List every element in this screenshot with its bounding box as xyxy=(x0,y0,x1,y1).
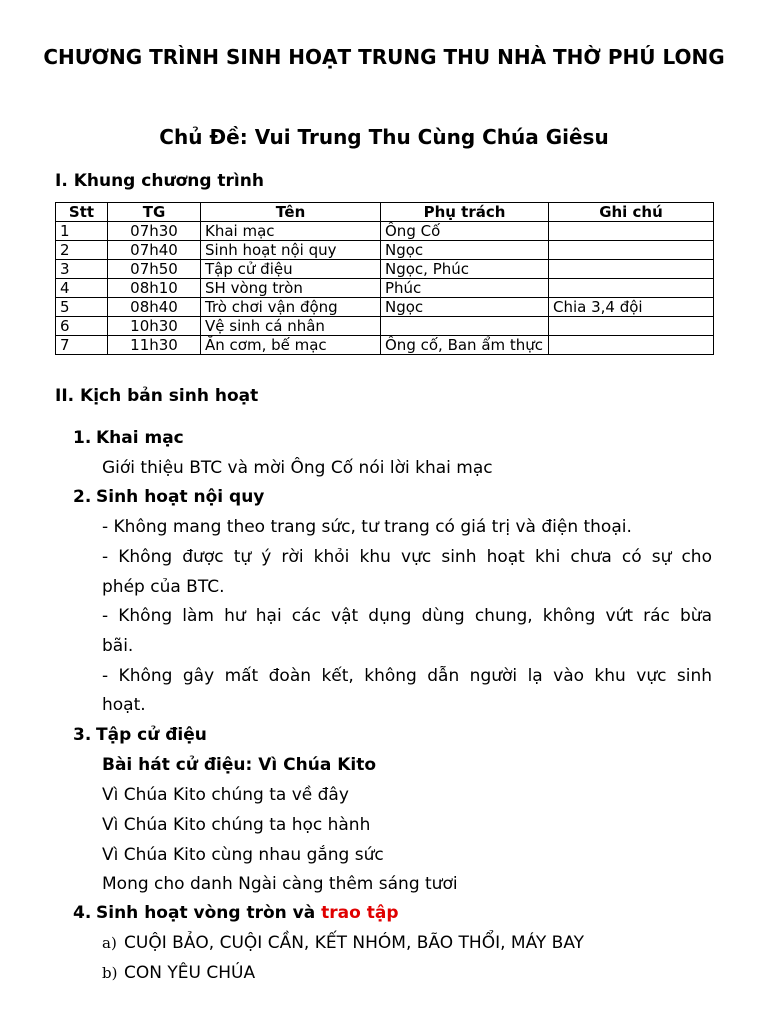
item-number: 2. xyxy=(73,487,92,507)
schedule-table xyxy=(55,202,714,355)
item-number: 1. xyxy=(73,428,92,448)
cell-stt: 6 xyxy=(56,317,108,336)
cell-name: Ăn cơm, bế mạc xyxy=(201,336,381,355)
cell-in-charge: Ngọc xyxy=(381,298,549,317)
cell-time: 08h40 xyxy=(108,298,201,317)
table-row xyxy=(56,222,714,241)
cell-stt: 7 xyxy=(56,336,108,355)
cell-time: 08h10 xyxy=(108,279,201,298)
cell-time: 07h40 xyxy=(108,241,201,260)
cell-note xyxy=(549,317,714,336)
cell-name: Trò chơi vận động xyxy=(201,298,381,317)
table-row xyxy=(56,298,714,317)
lyric-line: Vì Chúa Kito cùng nhau gắng sức xyxy=(102,845,384,865)
lyric-line: Vì Chúa Kito chúng ta về đây xyxy=(102,785,349,805)
table-row xyxy=(56,279,714,298)
item-number: 4. xyxy=(73,903,92,923)
item-title-highlight: trao tập xyxy=(321,903,399,923)
item-title: Sinh hoạt vòng tròn và xyxy=(96,903,316,923)
rule-line: bãi. xyxy=(102,636,134,656)
cell-note: Chia 3,4 đội xyxy=(549,298,714,317)
cell-stt: 1 xyxy=(56,222,108,241)
item-heading-opening xyxy=(73,426,184,450)
item-title: Tập cử điệu xyxy=(96,725,207,745)
cell-time: 07h50 xyxy=(108,260,201,279)
document-title: CHƯƠNG TRÌNH SINH HOẠT TRUNG THU NHÀ THỜ PHÚ LONG xyxy=(43,45,725,69)
cell-name: Tập cử điệu xyxy=(201,260,381,279)
header-time: TG xyxy=(108,203,201,222)
sub-item-marker: b) xyxy=(102,964,118,982)
table-row xyxy=(56,241,714,260)
song-title: Bài hát cử điệu: Vì Chúa Kito xyxy=(102,755,377,775)
cell-in-charge: Ngọc, Phúc xyxy=(381,260,549,279)
sub-item-marker: a) xyxy=(102,934,117,952)
cell-note xyxy=(549,241,714,260)
rule-line: - Không mang theo trang sức, tư trang có giá trị và điện thoại. xyxy=(102,517,632,537)
sub-item-text: CON YÊU CHÚA xyxy=(124,963,256,983)
table-row xyxy=(56,260,714,279)
cell-stt: 4 xyxy=(56,279,108,298)
header-name: Tên xyxy=(201,203,381,222)
rule-line: - Không gây mất đoàn kết, không dẫn người lạ vào khu vực sinh xyxy=(102,666,712,686)
rule-line: - Không được tự ý rời khỏi khu vực sinh hoạt khi chưa có sự cho xyxy=(102,547,712,567)
item-number: 3. xyxy=(73,725,92,745)
cell-in-charge: Phúc xyxy=(381,279,549,298)
lyric-line: Vì Chúa Kito chúng ta học hành xyxy=(102,815,371,835)
text-line: Giới thiệu BTC và mời Ông Cố nói lời khai mạc xyxy=(102,458,493,478)
table-header-row xyxy=(56,203,714,222)
section-heading-script: II. Kịch bản sinh hoạt xyxy=(55,386,259,406)
sub-item-text: CUỘI BẢO, CUỘI CẦN, KẾT NHÓM, BÃO THỔI, MÁY BAY xyxy=(124,933,585,953)
cell-name: Vệ sinh cá nhân xyxy=(201,317,381,336)
cell-note xyxy=(549,279,714,298)
rule-line: - Không làm hư hại các vật dụng dùng chung, không vứt rác bừa xyxy=(102,606,712,626)
document-subtitle: Chủ Đề: Vui Trung Thu Cùng Chúa Giêsu xyxy=(159,125,609,149)
header-in-charge: Phụ trách xyxy=(381,203,549,222)
cell-stt: 3 xyxy=(56,260,108,279)
item-title: Khai mạc xyxy=(96,428,184,448)
cell-in-charge xyxy=(381,317,549,336)
cell-in-charge: Ông Cố xyxy=(381,222,549,241)
sub-item xyxy=(102,931,584,955)
cell-note xyxy=(549,336,714,355)
cell-in-charge: Ông cố, Ban ẩm thực xyxy=(381,336,549,355)
cell-time: 11h30 xyxy=(108,336,201,355)
cell-name: Khai mạc xyxy=(201,222,381,241)
cell-note xyxy=(549,222,714,241)
header-stt: Stt xyxy=(56,203,108,222)
rule-line: phép của BTC. xyxy=(102,577,225,597)
header-note: Ghi chú xyxy=(549,203,714,222)
lyric-line: Mong cho danh Ngài càng thêm sáng tươi xyxy=(102,874,458,894)
item-heading-gesture-song xyxy=(73,723,207,747)
item-heading-rules xyxy=(73,485,264,509)
cell-name: Sinh hoạt nội quy xyxy=(201,241,381,260)
sub-item xyxy=(102,961,255,985)
cell-name: SH vòng tròn xyxy=(201,279,381,298)
table-row xyxy=(56,317,714,336)
cell-stt: 2 xyxy=(56,241,108,260)
cell-in-charge: Ngọc xyxy=(381,241,549,260)
cell-note xyxy=(549,260,714,279)
cell-time: 07h30 xyxy=(108,222,201,241)
cell-time: 10h30 xyxy=(108,317,201,336)
item-title: Sinh hoạt nội quy xyxy=(96,487,265,507)
item-heading-circle-activity xyxy=(73,901,399,925)
rule-line: hoạt. xyxy=(102,695,146,715)
cell-stt: 5 xyxy=(56,298,108,317)
section-heading-program-frame: I. Khung chương trình xyxy=(55,171,264,191)
table-row xyxy=(56,336,714,355)
